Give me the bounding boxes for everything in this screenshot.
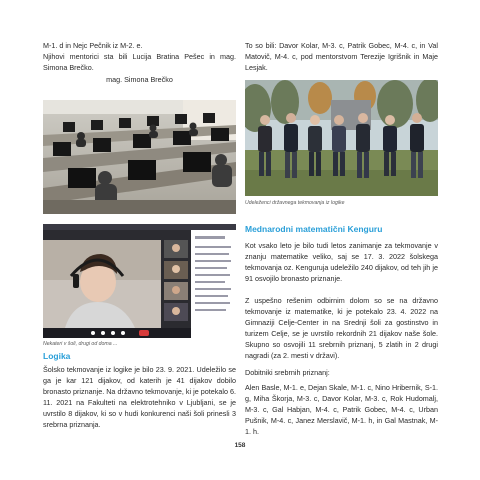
video-call-caption: Nekateri v šoli, drugi od doma ...	[43, 341, 118, 347]
left-column	[43, 40, 236, 85]
intro-line-2: Njihovi mentorici sta bili Lucija Bratina Pešec in mag. Simona Brečko.	[43, 52, 236, 72]
page-number: 158	[234, 442, 246, 449]
logika-heading: Logika	[43, 351, 71, 361]
kenguru-paragraph-2: Z uspešno rešenim odbirnim dolom so se na državno tekmovanje iz matematike, ki je potekalo 23. 4. 2022 na Gimnaziji Celje-Center in na Srednji šoli za gostinstvo in turizem Celje, se je uvrstilo rekordnih 21 dijakov naše šole. Skupno so osvojili 11 srebrnih priznanj, 5 zlatih in 2 drugi nagradi (za 2. mesti v državi).	[245, 296, 438, 360]
intro-line-1: M-1. d in Nejc Pečnik iz M-2. e.	[43, 41, 143, 50]
kenguru-paragraph-1: Kot vsako leto je bilo tudi letos zanimanje za tekmovanje v znanju matematike veliko, saj se 17. 3. 2022 šolskega tekmovanja oz. Kenguruja udeležilo 240 dijakov, od teh jih je 91 osvojilo bronasto priznanje.	[245, 241, 438, 283]
kenguru-heading: Mednarodni matematični Kenguru	[245, 224, 383, 234]
classroom-photo	[43, 100, 236, 214]
group-photo-caption: Udeleženci državnega tekmovanja iz logike	[245, 200, 345, 206]
silver-list: Alen Basle, M-1. e, Dejan Skale, M-1. c, Nino Hribernik, S-1. g, Miha Škorja, M-3. c, Davor Kolar, M-3. c, Rok Hudomalj, M-3. c, Gal Habjan, M-4. c, Patrik Gobec, M-4. c, Urban Pušnik, M-4. c, Janez Merslavič, M-1. h, in Gal Mastnak, M-1. h.	[245, 383, 438, 436]
group-photo	[245, 80, 438, 196]
silver-label: Dobitniki srebrnih priznanj:	[245, 368, 330, 377]
right-intro: To so bili: Davor Kolar, M-3. c, Patrik Gobec, M-4. c, in Val Matovič, M-4. c, pod mentorstvom Terezije Igrišnik in Maje Lesjak.	[245, 41, 438, 72]
logika-paragraph: Šolsko tekmovanje iz logike je bilo 23. 9. 2021. Udeležilo se ga je kar 121 dijakov, od katerih je 41 dijakov dobilo bronasto priznanje. Na državno tekmovanje, ki je potekalo 6. 11. 2021 na Fakulteti na elektrotehniko v Ljubljani, se je uvrstilo 8 dijakov, ki so v hudi konkurenci naši šoli prinesli 3 srebrna priznanja.	[43, 365, 236, 429]
signature: mag. Simona Brečko	[106, 75, 173, 84]
video-call-photo	[43, 224, 236, 338]
